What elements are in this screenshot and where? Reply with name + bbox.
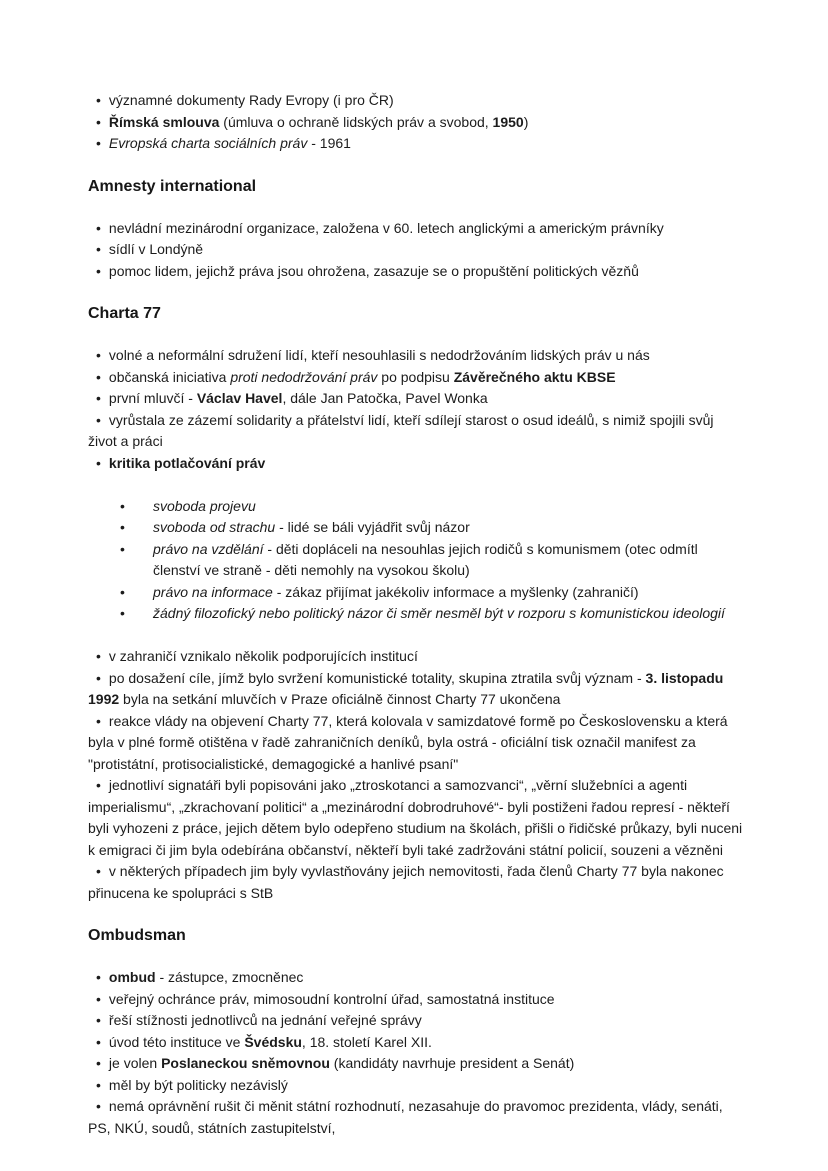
bullet-item [88, 603, 746, 625]
bullet-item [88, 1053, 746, 1075]
text-run: ombud [108, 969, 156, 985]
text-run: je volen [108, 1055, 162, 1071]
text-run: žádný filozofický nebo politický názor či směr nesměl být v rozporu s komunistickou ideologií [153, 605, 725, 621]
bullet-icon: • [96, 219, 101, 236]
text-run: , 18. století Karel XII. [301, 1033, 432, 1050]
text-run: ) [523, 113, 529, 130]
bullet-item [88, 261, 746, 283]
text-run: svoboda od strachu [153, 519, 276, 535]
text-run: volné a neformální sdružení lidí, kteří nesouhlasili s nedodržováním lidských práv u nás [108, 347, 650, 363]
bullet-icon: • [96, 969, 101, 985]
text-run: právo na informace [153, 583, 273, 600]
bullet-icon: • [96, 1098, 101, 1114]
text-run: veřejný ochránce práv, mimosoudní kontrolní úřad, samostatná instituce [108, 990, 555, 1007]
text-run: po dosažení cíle, jímž bylo svržení komunistické totality, skupina ztratila svůj význam - [108, 669, 646, 686]
bullet-icon: • [96, 241, 101, 257]
text-run: v zahraničí vznikalo několik podporujících institucí [108, 648, 418, 664]
bullet-icon: • [96, 411, 101, 428]
text-run: - zástupce, zmocněnec [155, 969, 304, 985]
text-run: - zákaz přijímat jakékoliv informace a myšlenky (zahraničí) [272, 583, 639, 600]
bullet-item [88, 367, 746, 389]
bullet-icon: • [96, 1033, 101, 1050]
section-heading-3: Ombudsman [88, 927, 186, 944]
bullet-item [88, 496, 746, 518]
text-run: (kandidáty navrhuje president a Senát) [329, 1055, 575, 1071]
bullet-list [88, 345, 746, 474]
bullet-icon: • [96, 92, 101, 108]
text-run: byla na setkání mluvčích v Praze oficiálně činnost Charty 77 ukončena [119, 691, 561, 707]
text-run: , dále Jan Patočka, Pavel Wonka [282, 390, 488, 406]
bullet-icon: • [96, 1012, 101, 1028]
bullet-item [88, 133, 746, 155]
bullet-icon: • [96, 368, 101, 385]
bullet-item [88, 861, 746, 904]
bullet-list [88, 646, 746, 904]
bullet-icon: • [120, 583, 125, 600]
bullet-icon: • [96, 863, 101, 879]
bullet-item [88, 239, 746, 261]
bullet-item [88, 539, 746, 582]
text-run: - děti dopláceli na nesouhlas jejich rodičů s komunismem (otec odmítl členství ve straně - děti nemohly na vysokou školu) [153, 540, 698, 578]
bullet-item [88, 453, 746, 475]
bullet-icon: • [120, 540, 125, 557]
bullet-icon: • [96, 347, 101, 363]
bullet-icon: • [96, 648, 101, 664]
text-run: v některých případech jim byly vyvlastňovány jejich nemovitosti, řada členů Charty 77 byla nakonec přinucena ke spolupráci s StB [88, 863, 724, 901]
text-run: Evropská charta sociálních práv [108, 135, 308, 151]
bullet-icon: • [96, 669, 101, 686]
text-run: nevládní mezinárodní organizace, založena v 60. letech anglickými a americkým právníky [108, 219, 664, 236]
bullet-item [88, 1075, 746, 1097]
bullet-item [88, 218, 746, 240]
text-run: - lidé se báli vyjádřit svůj názor [275, 519, 470, 535]
bullet-item [88, 711, 746, 776]
bullet-icon: • [120, 497, 125, 514]
bullet-item [88, 582, 746, 604]
text-run: jednotliví signatáři byli popisováni jako „ztroskotanci a samozvanci“, „věrní služebníci a agenti imperialismu“, „zkrachovaní politici“ a „mezinárodní dobrodruhové“- byli postiženi řadou represí - někteří byli vyhozeni z práce, jejich dětem bylo odepřeno studium na školách, přišli o řidičské průkazy, byli nuceni k emigraci či jim byla odebírána občanství, někteří byli také zadržováni státní policií, souzeni a vězněni [88, 777, 743, 858]
bullet-item [88, 1032, 746, 1054]
text-run: právo na vzdělání [153, 540, 264, 557]
text-run: vyrůstala ze zázemí solidarity a přátelství lidí, kteří sdílejí starost o osud ideálů, s nimiž spojili svůj život a práci [88, 411, 714, 449]
bullet-icon: • [96, 113, 101, 130]
bullet-item [88, 775, 746, 861]
text-run: Švédsku [244, 1033, 302, 1050]
text-run: pomoc lidem, jejichž práva jsou ohrožena, zasazuje se o propuštění politických vězňů [108, 262, 639, 279]
bullet-icon: • [120, 519, 125, 535]
text-run: reakce vlády na objevení Charty 77, která kolovala v samizdatové formě po Československu a která byla v plné formě otištěna v řadě zahraničních deníků, byla ostrá - oficiální tisk označil manifest za "protistátní, protisocialistické, demagogické a hanlivé psaní" [88, 712, 728, 772]
bullet-item [88, 1010, 746, 1032]
text-run: (úmluva o ochraně lidských práv a svobod, [219, 113, 493, 130]
text-run: 1950 [492, 113, 524, 130]
text-run: svoboda projevu [153, 497, 256, 514]
text-run: první mluvčí - [108, 390, 197, 406]
section-heading-1: Amnesty international [88, 177, 257, 195]
bullet-item [88, 1096, 746, 1139]
bullet-icon: • [96, 135, 101, 151]
text-run: Václav Havel [196, 390, 283, 406]
bullet-item [88, 388, 746, 410]
bullet-icon: • [96, 1076, 101, 1093]
bullet-list [88, 967, 746, 1139]
bullet-item [88, 90, 746, 112]
text-run: významné dokumenty Rady Evropy (i pro ČR) [108, 92, 394, 108]
bullet-item [88, 646, 746, 668]
section-heading-2: Charta 77 [88, 305, 161, 322]
bullet-icon: • [96, 712, 101, 729]
text-run: po podpisu [377, 368, 454, 385]
bullet-icon: • [96, 262, 101, 279]
text-run: proti nedodržování práv [230, 368, 378, 385]
text-run: úvod této instituce ve [108, 1033, 245, 1050]
text-run: měl by být politicky nezávislý [108, 1076, 288, 1093]
bullet-item [88, 967, 746, 989]
text-run: Římská smlouva [108, 113, 220, 130]
bullet-item [88, 410, 746, 453]
text-run: 3. listopadu 1992 [88, 669, 724, 707]
bullet-item [88, 345, 746, 367]
bullet-list [88, 218, 746, 283]
bullet-icon: • [96, 1055, 101, 1071]
text-run: - 1961 [307, 135, 351, 151]
bullet-item [88, 989, 746, 1011]
text-run: občanská iniciativa [108, 368, 231, 385]
bullet-list [88, 90, 746, 155]
bullet-icon: • [96, 390, 101, 406]
bullet-item [88, 668, 746, 711]
document-body [88, 90, 746, 1139]
bullet-icon: • [96, 990, 101, 1007]
text-run: sídlí v Londýně [108, 241, 204, 257]
bullet-item [88, 112, 746, 134]
text-run: Poslaneckou sněmovnou [161, 1055, 330, 1071]
bullet-icon: • [120, 605, 125, 621]
text-run: Závěrečného aktu KBSE [453, 368, 616, 385]
bullet-icon: • [96, 777, 101, 793]
sub-bullet-list [88, 496, 746, 625]
text-run: nemá oprávnění rušit či měnit státní rozhodnutí, nezasahuje do pravomoc prezidenta, vlády, senáti, PS, NKÚ, soudů, státních zastupitelství, [88, 1098, 723, 1136]
bullet-item [88, 517, 746, 539]
bullet-icon: • [96, 454, 101, 471]
text-run: řeší stížnosti jednotlivců na jednání veřejné správy [108, 1012, 422, 1028]
text-run: kritika potlačování práv [108, 454, 266, 471]
